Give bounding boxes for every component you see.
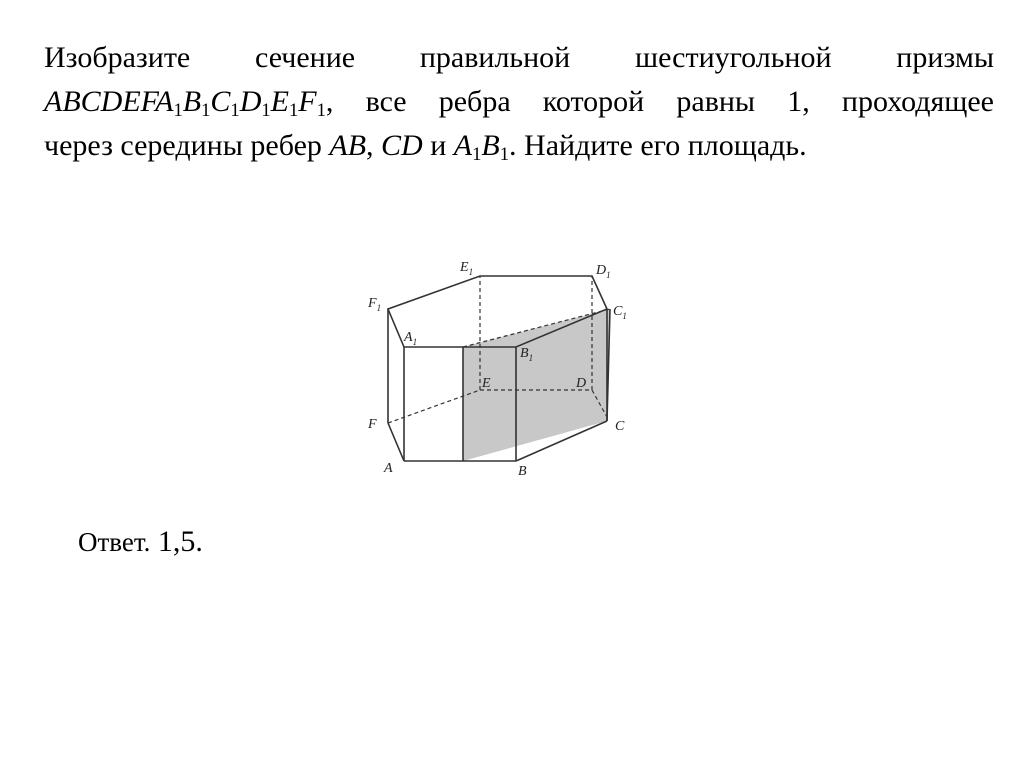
label-c: C (615, 419, 625, 434)
edge-a1b1-sub-b: 1 (499, 144, 510, 166)
prism-letter-b1: B (182, 85, 202, 118)
sub-e1: 1 (289, 100, 299, 122)
sub-c1: 1 (230, 100, 240, 122)
answer-value: 1,5. (157, 525, 203, 558)
label-e1: $E_1$ (460, 260, 474, 277)
prism-letter-f1: F (298, 85, 317, 118)
prism-letter-d: D (100, 85, 123, 118)
label-c1: $C_1$ (613, 304, 627, 321)
problem-line-1 (44, 36, 994, 80)
prism-letter-a1: A (155, 85, 174, 118)
problem-statement (44, 36, 994, 168)
prism-letter-d1: D (239, 85, 262, 118)
prism-letter-c1: C (210, 85, 231, 118)
problem-line-1-text: Изобразите сечение правильной шестиугольной призмы (44, 41, 994, 74)
label-a1: $A_1$ (404, 330, 418, 347)
label-f1: $F_1$ (368, 296, 382, 313)
sub-d1: 1 (261, 100, 271, 122)
sub-f1: 1 (316, 100, 326, 122)
problem-line-3 (44, 124, 994, 168)
edge-a1b1 (453, 129, 510, 166)
edge-a1b1-sub-a: 1 (472, 144, 482, 166)
prism-letter-f: F (140, 85, 156, 118)
edge-a1b1-b: B (481, 129, 500, 162)
prism-letter-b: B (62, 85, 81, 118)
problem-line-3-end: . Найдите его площадь. (509, 129, 807, 162)
prism-letter-e: E (122, 85, 141, 118)
label-f: F (368, 417, 377, 432)
edge-cd: CD (381, 129, 423, 162)
label-a: A (384, 461, 393, 476)
prism-name (44, 85, 326, 122)
conj: и (430, 129, 447, 162)
prism-letter-a: A (44, 85, 63, 118)
prism-figure (356, 252, 646, 484)
label-b: B (518, 464, 527, 479)
label-d: D (576, 376, 587, 391)
edge-ab: AB (329, 129, 367, 162)
label-e: E (482, 376, 491, 391)
prism-letter-e1: E (270, 85, 289, 118)
sub-b1: 1 (201, 100, 211, 122)
edge-a1b1-a: A (453, 129, 473, 162)
prism-diagram (356, 252, 646, 484)
sub-a1: 1 (173, 100, 183, 122)
edge-fa (388, 423, 404, 461)
prism-letter-c: C (80, 85, 101, 118)
comma: , (366, 129, 374, 162)
label-b1: $B_1$ (520, 346, 534, 363)
problem-line-3-start: через середины ребер (44, 129, 330, 162)
label-d1: $D_1$ (596, 263, 611, 280)
answer-label: Ответ. (78, 527, 151, 557)
problem-line-2 (44, 80, 994, 124)
answer (78, 522, 203, 562)
problem-line-2-tail: , все ребра которой равны 1, проходящее (325, 85, 994, 118)
